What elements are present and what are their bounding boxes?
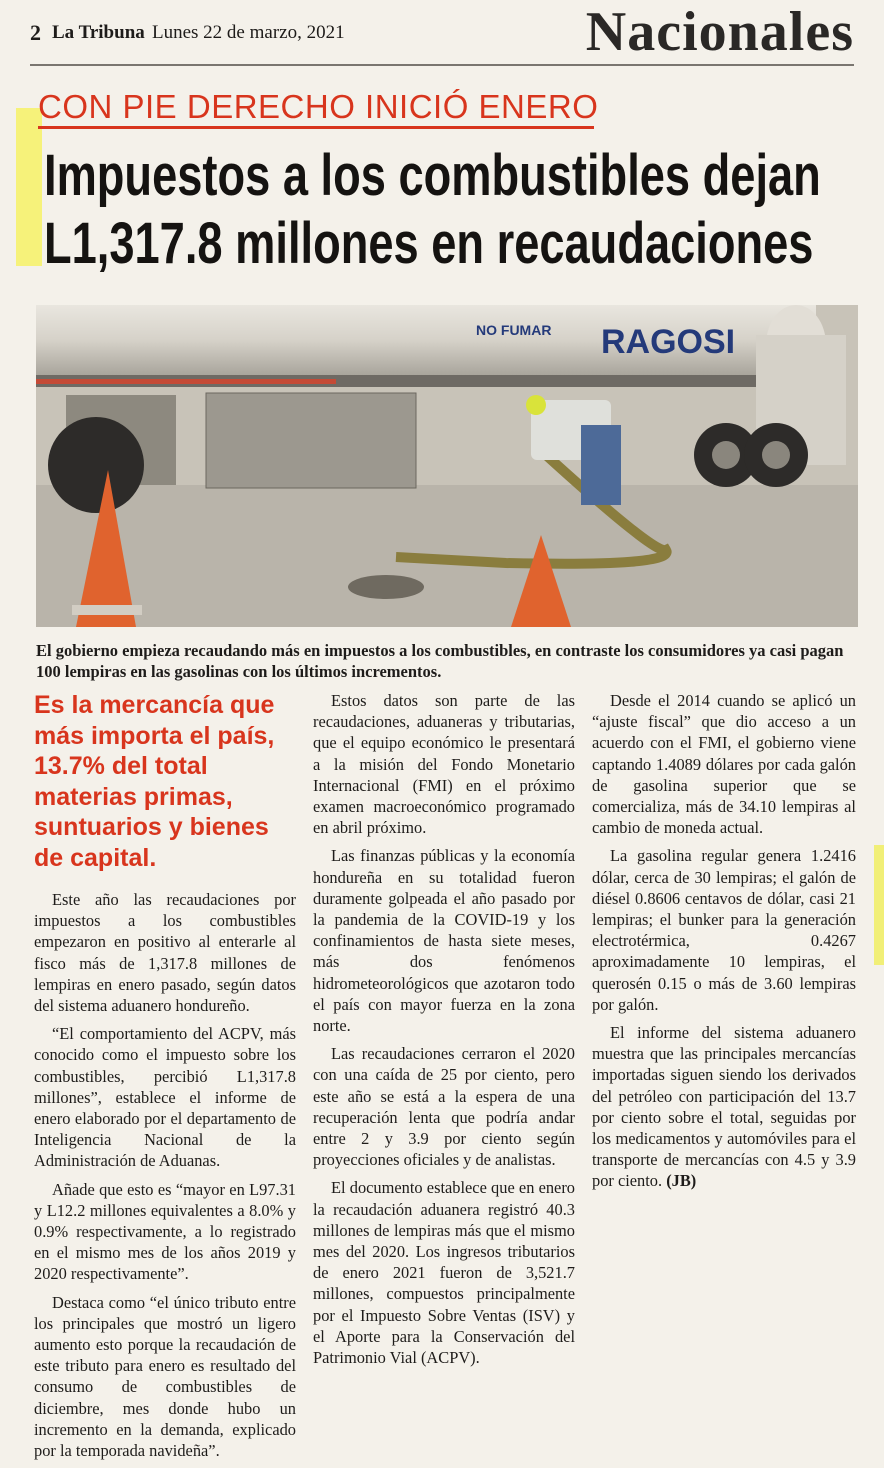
page-number: 2 (30, 20, 41, 45)
paragraph-final (592, 1022, 856, 1192)
column-2 (313, 690, 575, 1375)
storage-box (206, 393, 416, 488)
newspaper-name: La Tribuna (52, 22, 145, 43)
tank-opening (348, 575, 424, 599)
hub-2 (712, 441, 740, 469)
header-rule (30, 64, 854, 66)
highlighter-mark (16, 108, 42, 266)
paragraph: Destaca como “el único tributo entre los principales que mostró un ligero aumento esto porque la recaudación de este tributo para enero es resultado del consumo de combustibles de diciembre, mes donde hubo un incremento en la demanda, explicado por la temporada navideña”. (34, 1292, 296, 1461)
headline-line-2: L1,317.8 millones en recaudaciones (44, 211, 814, 276)
cone-band-left (72, 605, 142, 615)
worker-helmet (526, 395, 546, 415)
paragraph: Estos datos son parte de las recaudaciones, aduaneras y tributarias, que el equipo económico le presentará a la misión del Fondo Monetario Internacional (FMI) en el próximo examen macroeconómico programado en abril próximo. (313, 691, 575, 838)
highlighter-mark-right (874, 845, 884, 965)
headline-line-1: Impuestos a los combustibles dejan (44, 143, 821, 208)
paragraph: “El comportamiento del ACPV, más conocido como el impuesto sobre los combustibles, percibió L1,317.8 millones”, establece el informe de enero elaborado por el departamento de Inteligencia Nacional de la Administración de Aduanas. (34, 1024, 296, 1171)
headline (44, 142, 821, 278)
hub-3 (762, 441, 790, 469)
column-1 (34, 690, 296, 1468)
kicker-underline (38, 126, 594, 129)
paragraph: Desde el 2014 cuando se aplicó un “ajuste fiscal” que dio acceso a un acuerdo con el FMI, el gobierno viene captando 1.4089 dólares por cada galón de gasolina superior que se comercializa, más de 34.10 lempiras al cambio de moneda actual. (592, 691, 856, 838)
reflector-strip (36, 379, 336, 384)
paragraph: La gasolina regular genera 1.2416 dólar, cerca de 30 lempiras; el galón de diésel 0.8606 centavos de dólar, casi 21 lempiras; el bunker para la generación electrotérmica, 0.4267 aproximadamente 10 lempiras, el querosén 0.15 o más de 3.60 lempiras por galón. (592, 846, 856, 1014)
rear-wheel (48, 417, 144, 513)
paragraph: Las recaudaciones cerraron el 2020 con una caída de 25 por ciento, pero este año se está a la espera de una recuperación lenta que podría andar entre 2 y 3.9 por ciento según proyecciones oficiales y de analistas. (313, 1044, 575, 1170)
final-text: El informe del sistema aduanero muestra que las principales mercancías importadas siguen siendo los derivados del petróleo con participación del 13.7 por ciento sobre el total, seguidas por los medicamentos y automóviles para el transporte de mercancías con 4.5 y 3.9 por ciento. (592, 1023, 856, 1191)
author-signoff: (JB) (666, 1171, 697, 1191)
photo-caption: El gobierno empieza recaudando más en impuestos a los combustibles, en contraste los consumidores ya casi pagan 100 lempiras en las gasolinas con los últimos incrementos. (36, 641, 844, 681)
worker-jeans (581, 425, 621, 505)
section-title: Nacionales (585, 1, 854, 63)
article-photo (36, 305, 858, 627)
paragraph: Añade que esto es “mayor en L97.31 y L12.2 millones equivalentes a 8.0% y 0.9% respectivamente, a lo registrado en el mismo mes de los años 2019 y 2020 respectivamente”. (34, 1179, 296, 1284)
paragraph: Las finanzas públicas y la economía hondureña en su totalidad fueron duramente golpeada el año pasado por la pandemia de la COVID-19 y los confinamientos de hasta siete meses, más dos fenómenos hidrometeorológicos que azotaron todo el país con mayor fuerza en la zona norte. (313, 846, 575, 1036)
tank-text-brand: RAGOSI (601, 323, 736, 361)
paragraph: El documento establece que en enero la recaudación aduanera registró 40.3 millones de lempiras más que el mismo mes del 2020. Los ingresos tributarios de enero 2021 fueron de 3,521.7 millones, compuestos principalmente por el Impuesto Sobre Ventas (ISV) y el Aporte para la Conservación del Patrimonio Vial (ACPV). (313, 1178, 575, 1368)
tank-text-no-fumar: NO FUMAR (476, 322, 552, 338)
masthead (0, 0, 884, 64)
fuel-truck-illustration (36, 305, 858, 627)
publication-date: Lunes 22 de marzo, 2021 (152, 22, 345, 43)
column-3 (592, 690, 856, 1199)
article-kicker: CON PIE DERECHO INICIÓ ENERO (38, 88, 599, 125)
pull-quote: Es la mercancía que más importa el país, 13.7% del total materias primas, suntuarios y bienes de capital. (34, 691, 275, 872)
paragraph: Este año las recaudaciones por impuestos a los combustibles empezaron en positivo al enterarle al fisco más de 1,317.8 millones de lempiras en enero pasado, según datos del sistema aduanero hondureño. (34, 890, 296, 1016)
